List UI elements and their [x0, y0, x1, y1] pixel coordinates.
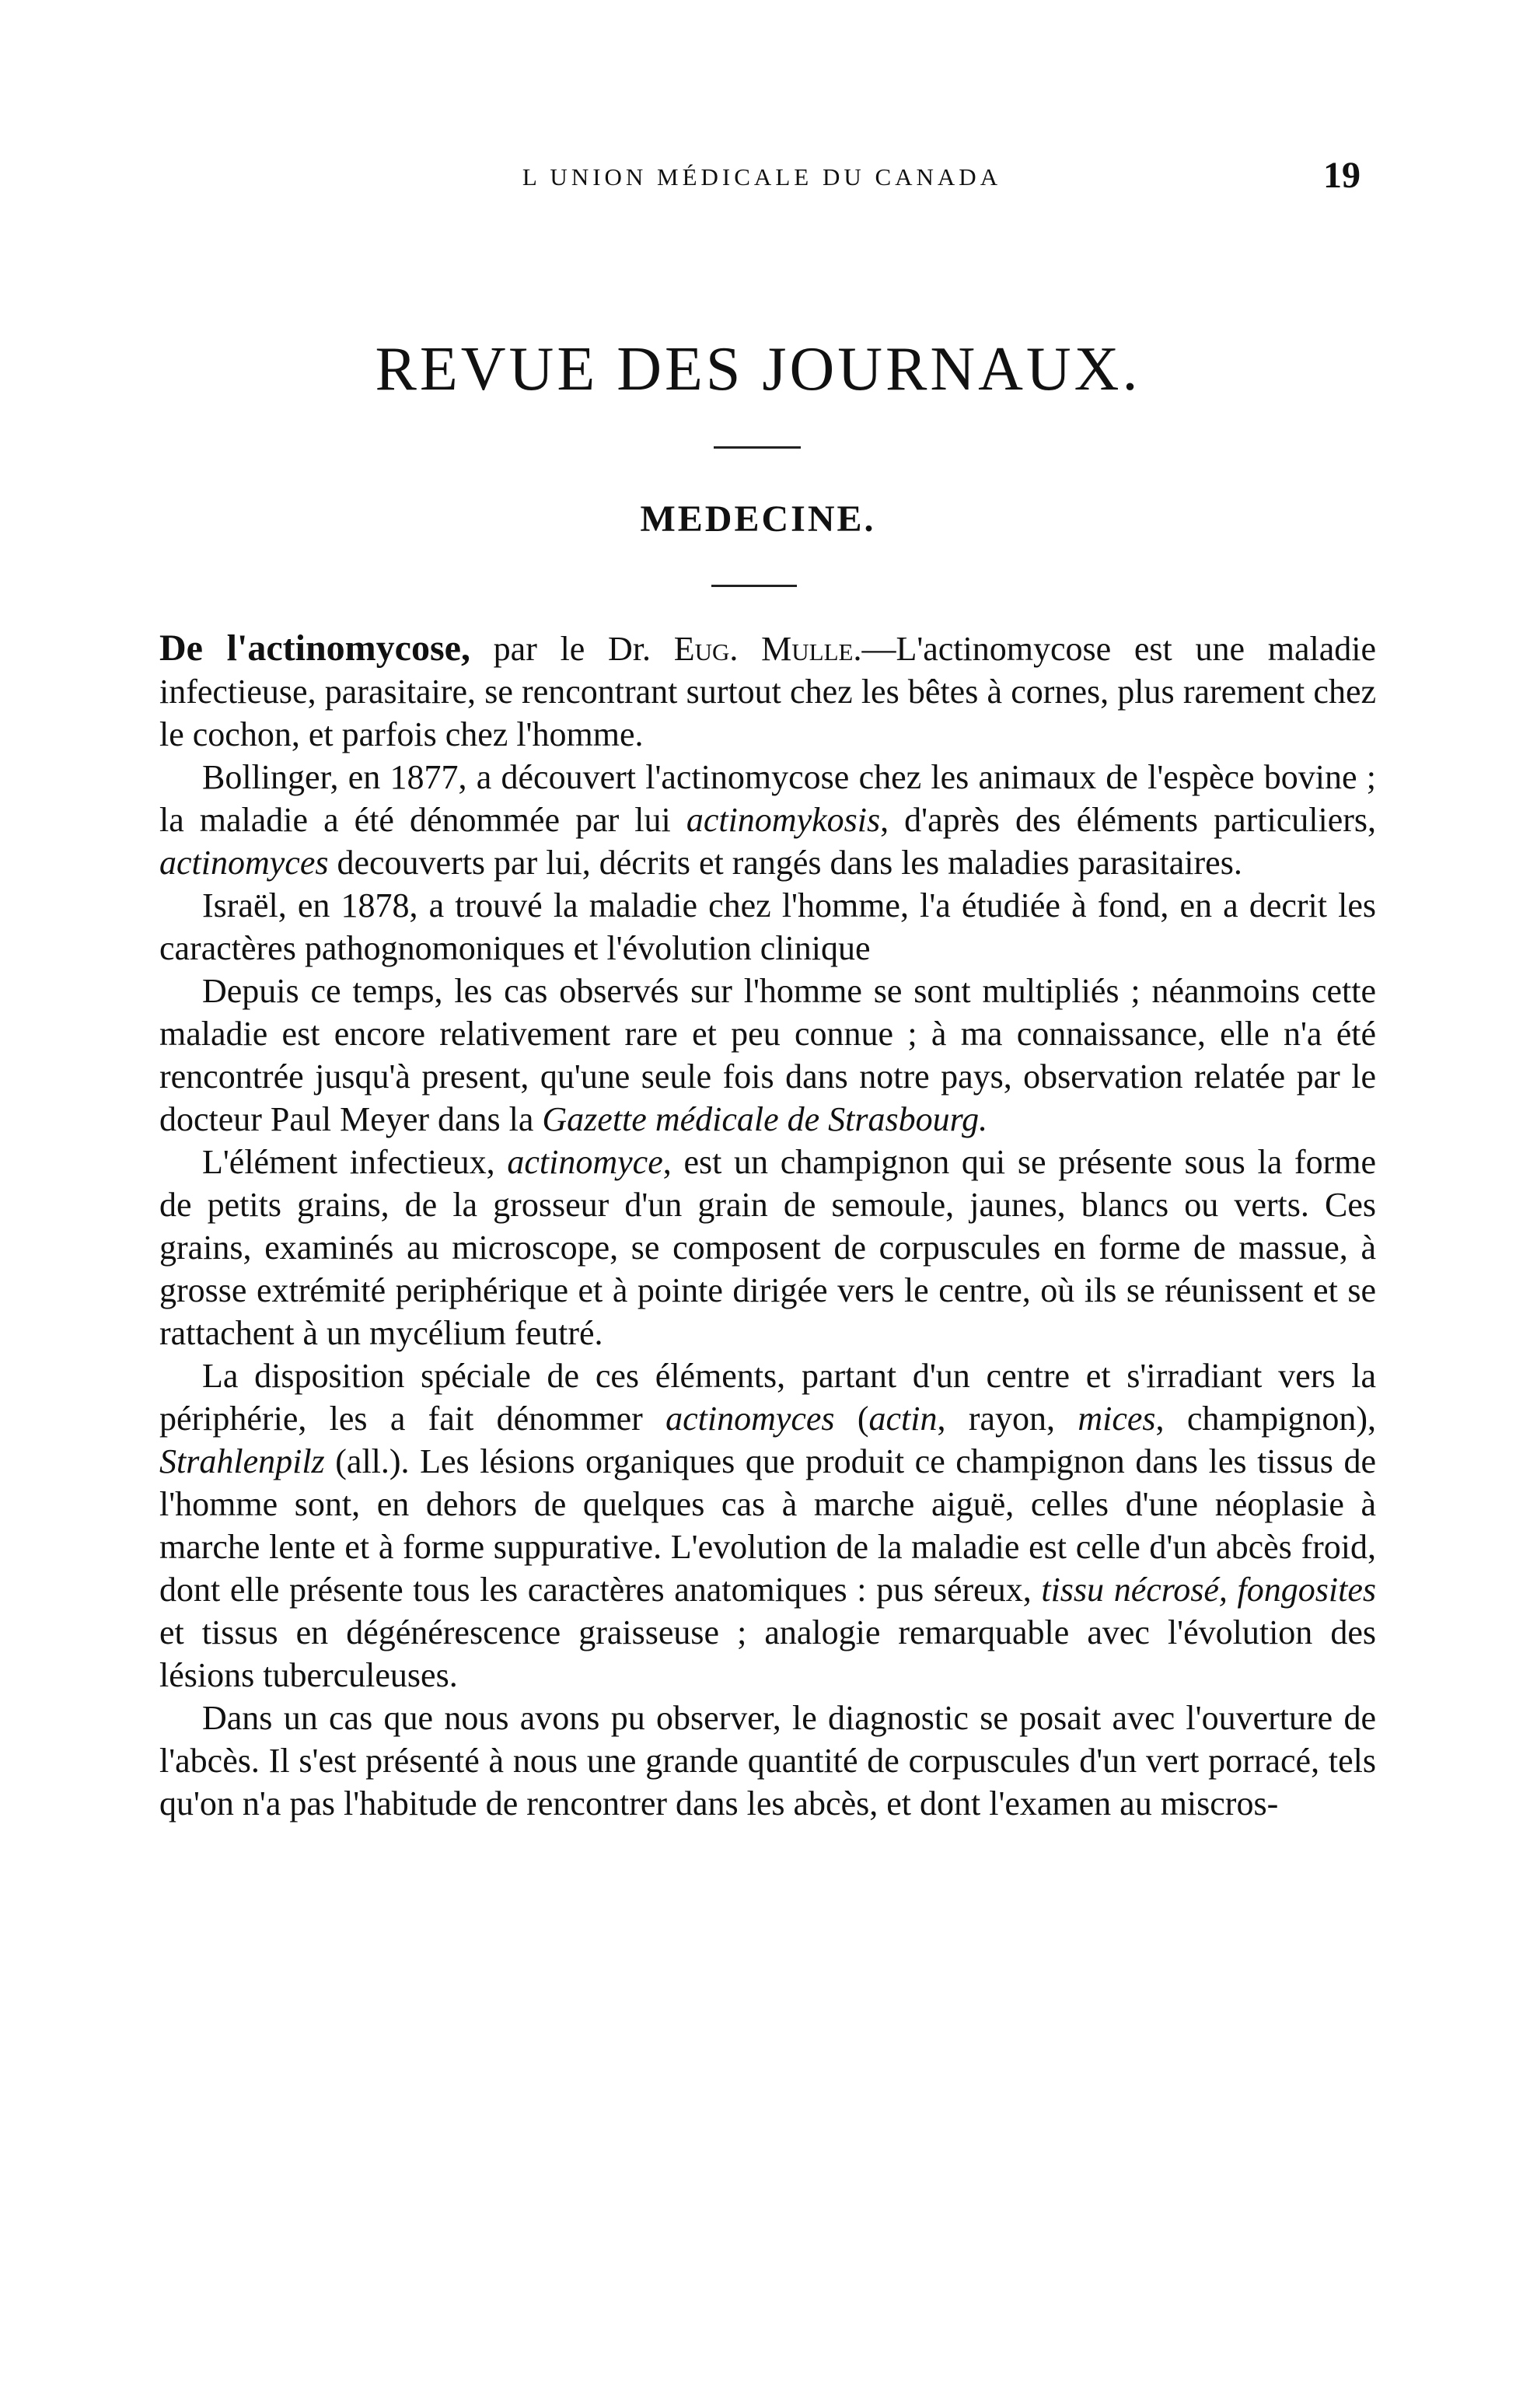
paragraph-text: (all.). Les lésions organiques que produit ce champignon dans les tissus de l'homme sont, en dehors de quelques cas à marche aiguë, celles d'une néoplasie à marche lente et à forme suppurative. L'evolution de la maladie est celle d'un abcès froid, dont elle présente tous les caractères anatomiques : pus séreux, — [159, 1442, 1376, 1609]
paragraph: Israël, en 1878, a trouvé la maladie chez l'homme, l'a étudiée à fond, en a decrit les caractères pathognomoniques et l'évolution clinique — [159, 886, 1376, 967]
article-lead-title: De l'actinomycose, — [159, 627, 470, 669]
byline-author: Eug. Mulle. — [673, 630, 862, 668]
italic-term: Strahlenpilz — [159, 1442, 325, 1480]
paragraph — [159, 1354, 1376, 1697]
paragraph-text: Depuis ce temps, les cas observés sur l'homme se sont multipliés ; néanmoins cette maladie est encore relativement rare et peu connue ; à ma connaissance, elle n'a été rencontrée jusqu'à present, qu'une seule fois dans notre pays, observation relatée par le docteur Paul Meyer dans la — [159, 972, 1376, 1138]
article-body — [159, 627, 1376, 1825]
subsection-title: MEDECINE. — [640, 498, 876, 540]
divider-rule — [711, 585, 797, 587]
paragraph-text: , rayon, — [937, 1400, 1078, 1438]
paragraph-text: decouverts par lui, décrits et rangés dans les maladies parasitaires. — [328, 844, 1242, 882]
paragraph — [159, 970, 1376, 1141]
divider-rule — [714, 446, 801, 449]
italic-term: actinomykosis — [686, 801, 881, 839]
running-title: L UNION MÉDICALE DU CANADA — [522, 163, 1002, 190]
paragraph — [159, 1141, 1376, 1354]
paragraph — [159, 756, 1376, 884]
paragraph: Dans un cas que nous avons pu observer, le diagnostic se posait avec l'ouverture de l'abcès. Il s'est présenté à nous une grande quantité de corpuscules d'un vert porracé, tels qu'on n'a pas l'habitude de rencontrer dans les abcès, et dont l'examen au miscros- — [159, 1699, 1376, 1823]
italic-term: actin — [868, 1400, 938, 1438]
italic-term: actinomyces — [665, 1400, 835, 1438]
paragraph-text: Bollinger, en 1877, a découvert l'actinomycose chez les animaux de l'espèce bovine ; la maladie a été dénommée par lui — [159, 758, 1376, 839]
italic-term: mices — [1078, 1400, 1156, 1438]
paragraph-text: L'élément infectieux, — [202, 1143, 508, 1181]
paragraph-text: et tissus en dégénérescence graisseuse ; analogie remarquable avec l'évolution des lésions tuberculeuses. — [159, 1613, 1376, 1694]
paragraph-text: ( — [834, 1400, 869, 1438]
italic-term: actinomyces — [159, 844, 329, 882]
section-title: REVUE DES JOURNAUX. — [375, 335, 1141, 404]
italic-term: Gazette médicale de Strasbourg. — [542, 1100, 988, 1138]
paragraph-text: —L'actinomycose est une maladie infectieuse, parasitaire, se rencontrant surtout chez les bêtes à cornes, plus rarement chez le cochon, et parfois chez l'homme. — [159, 630, 1376, 753]
paragraph-text: , d'après des éléments particuliers, — [880, 801, 1376, 839]
byline-prefix: par le Dr. — [470, 630, 674, 668]
page-number: 19 — [1323, 155, 1361, 196]
paragraph-text: , champignon), — [1155, 1400, 1376, 1438]
running-header — [163, 152, 1361, 199]
italic-term: actinomyce — [507, 1143, 663, 1181]
paragraph-text: , est un champignon qui se présente sous la forme de petits grains, de la grosseur d'un grain de semoule, jaunes, blancs ou verts. Ces grains, examinés au microscope, se composent de corpuscules en forme de massue, à grosse extrémité periphérique et à pointe dirigée vers le centre, où ils se réunissent et se rattachent à un mycélium feutré. — [159, 1143, 1376, 1352]
paragraph-text: La disposition spéciale de ces éléments, partant d'un centre et s'irradiant vers la périphérie, les a fait dénommer — [159, 1357, 1376, 1438]
paragraph — [159, 627, 1376, 756]
italic-term: tissu nécrosé, fongosites — [1041, 1571, 1376, 1609]
